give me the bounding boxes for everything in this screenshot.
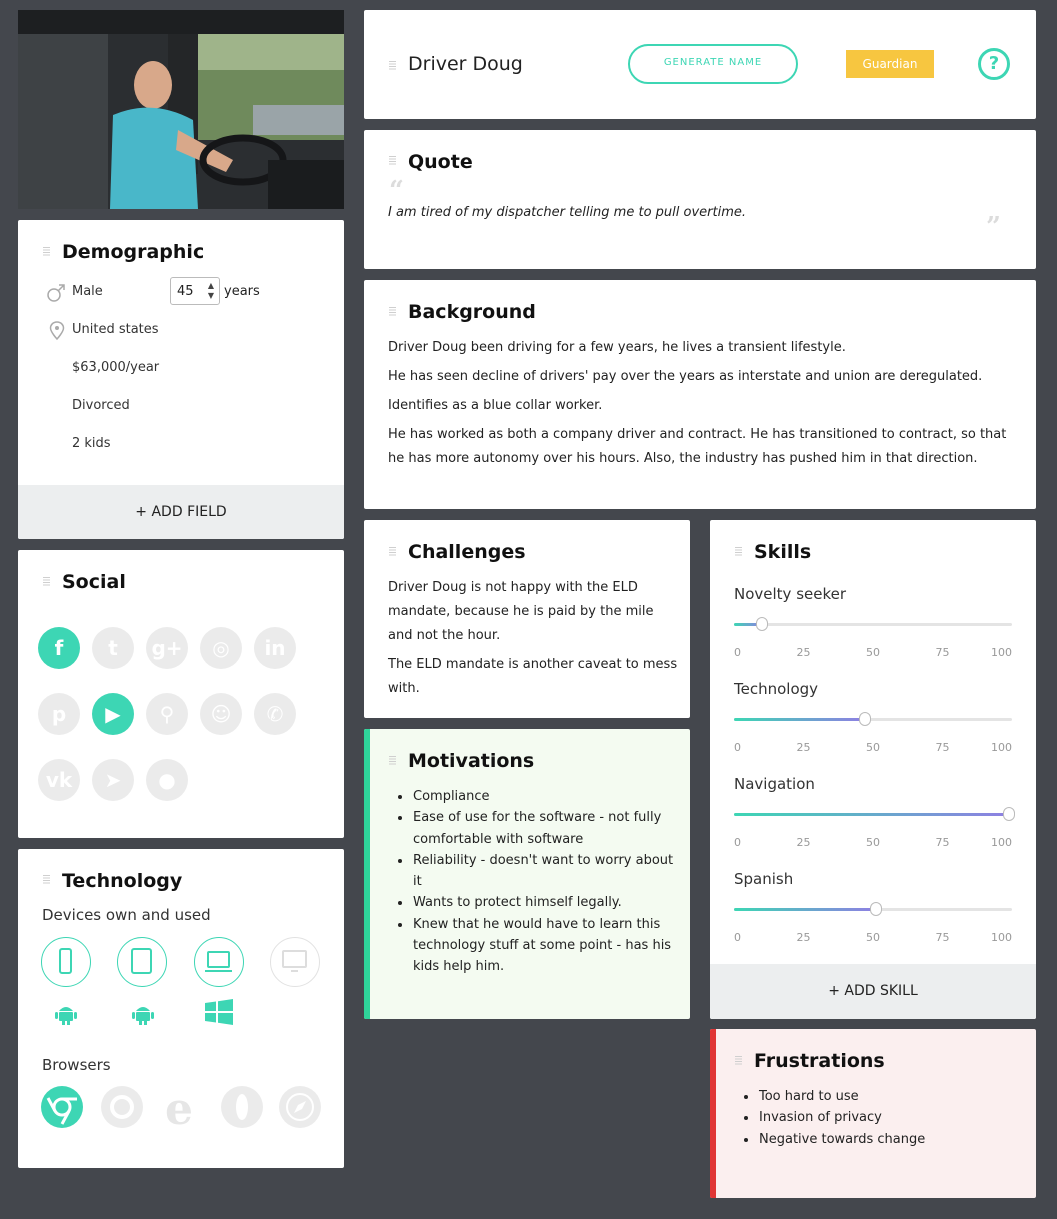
frustrations-card [710, 1029, 1036, 1198]
quote-text[interactable]: I am tired of my dispatcher telling me to pull overtime. [388, 205, 747, 220]
tablet-device-icon[interactable] [117, 937, 167, 987]
list-item: Invasion of privacy [734, 1107, 1024, 1128]
tick-label: 25 [796, 931, 811, 944]
snapchat-icon[interactable]: ☺ [200, 693, 242, 735]
svg-text:e: e [165, 1086, 193, 1128]
skill-label: Technology [734, 680, 819, 698]
add-skill-button[interactable]: + ADD SKILL [710, 964, 1036, 1019]
skill-slider-fill [734, 718, 865, 721]
skills-title: Skills [754, 541, 812, 563]
background-title: Background [408, 301, 536, 323]
laptop-device-icon[interactable] [194, 937, 244, 987]
background-paragraph: He has seen decline of drivers' pay over the years as interstate and union are deregulated. [388, 369, 983, 384]
skill-slider-handle[interactable] [756, 617, 768, 631]
tick-label: 50 [866, 836, 880, 849]
tick-label: 100 [991, 931, 1012, 944]
drag-handle-icon[interactable] [389, 547, 396, 556]
chrome-icon[interactable] [41, 1086, 83, 1128]
drag-handle-icon[interactable] [735, 547, 742, 556]
reddit-icon[interactable]: ● [146, 759, 188, 801]
skill-slider-handle[interactable] [870, 902, 882, 916]
vk-icon[interactable]: vk [38, 759, 80, 801]
background-paragraph: Driver Doug been driving for a few years, he lives a transient lifestyle. [388, 340, 846, 355]
twitter-icon[interactable]: t [92, 627, 134, 669]
skill-label: Spanish [734, 870, 794, 888]
google-plus-icon[interactable]: g+ [146, 627, 188, 669]
skill-label: Novelty seeker [734, 585, 847, 603]
list-item: Wants to protect himself legally. [388, 892, 678, 913]
motivations-card [364, 729, 690, 1019]
help-icon[interactable]: ? [978, 48, 1010, 80]
tick-label: 100 [991, 836, 1012, 849]
frustrations-title: Frustrations [754, 1050, 885, 1072]
tick-label: 0 [734, 646, 741, 659]
android-icon [130, 1000, 156, 1026]
demographic-title: Demographic [62, 241, 205, 263]
list-item: Negative towards change [734, 1129, 1024, 1150]
drag-handle-icon[interactable] [43, 577, 50, 586]
open-quote-icon: “ [389, 176, 404, 206]
tick-label: 100 [991, 646, 1012, 659]
tick-label: 75 [935, 931, 950, 944]
skill-slider-fill [734, 813, 1012, 816]
personality-badge[interactable]: Guardian [846, 50, 934, 78]
skill-slider[interactable] [734, 718, 1012, 721]
phone-device-icon[interactable] [41, 937, 91, 987]
skill-slider[interactable] [734, 623, 1012, 626]
technology-title: Technology [62, 870, 183, 892]
background-card [364, 280, 1036, 509]
tick-label: 75 [935, 646, 950, 659]
age-stepper[interactable] [170, 277, 220, 305]
linkedin-icon[interactable]: in [254, 627, 296, 669]
drag-handle-icon[interactable] [389, 156, 396, 165]
add-field-button[interactable]: + ADD FIELD [18, 485, 344, 539]
youtube-icon[interactable]: ▶ [92, 693, 134, 735]
tick-label: 50 [866, 741, 880, 754]
skill-slider[interactable] [734, 813, 1012, 816]
age-unit: years [224, 284, 260, 299]
firefox-icon[interactable] [101, 1086, 143, 1128]
drag-handle-icon[interactable] [43, 247, 50, 256]
background-paragraph: Identifies as a blue collar worker. [388, 398, 603, 413]
frustrations-list[interactable] [734, 1086, 1024, 1150]
list-item: Compliance [388, 786, 678, 807]
windows-icon [204, 999, 234, 1025]
close-quote-icon: ” [986, 212, 1001, 242]
social-title: Social [62, 571, 126, 593]
skill-slider[interactable] [734, 908, 1012, 911]
instagram-icon[interactable]: ◎ [200, 627, 242, 669]
internet-explorer-icon[interactable] [161, 1086, 203, 1128]
tick-label: 0 [734, 741, 741, 754]
background-text[interactable] [388, 336, 1018, 471]
stepper-arrows-icon[interactable]: ▲ ▼ [207, 281, 214, 300]
background-paragraph: He has worked as both a company driver and contract. He has transitioned to contract, so that he has more autonomy over his hours. Also, the industry has pushed him in that direction. [388, 427, 1007, 466]
foursquare-icon[interactable]: ⚲ [146, 693, 188, 735]
challenges-text[interactable] [388, 576, 678, 701]
quote-title: Quote [408, 151, 473, 173]
browsers-label: Browsers [42, 1056, 111, 1074]
demographic-card [18, 220, 344, 539]
skill-slider-handle[interactable] [859, 712, 871, 726]
tick-label: 25 [796, 646, 811, 659]
frustrations-accent-bar [710, 1029, 716, 1198]
kids-value[interactable]: 2 kids [72, 436, 111, 451]
challenges-paragraph: The ELD mandate is another caveat to mess with. [388, 657, 678, 696]
male-icon [45, 282, 67, 304]
location-pin-icon [49, 321, 65, 341]
persona-photo[interactable] [18, 10, 344, 209]
truck-driver-photo [18, 10, 344, 209]
list-item: Too hard to use [734, 1086, 1024, 1107]
tick-label: 75 [935, 741, 950, 754]
drag-handle-icon[interactable] [389, 307, 396, 316]
skill-label: Navigation [734, 775, 815, 793]
tick-label: 75 [935, 836, 950, 849]
challenges-title: Challenges [408, 541, 526, 563]
income-value[interactable]: $63,000/year [72, 360, 160, 375]
drag-handle-icon[interactable] [389, 61, 396, 70]
whatsapp-icon[interactable]: ✆ [254, 693, 296, 735]
desktop-device-icon[interactable] [270, 937, 320, 987]
motivations-list[interactable] [388, 786, 678, 978]
technology-card [18, 849, 344, 1168]
tick-label: 100 [991, 741, 1012, 754]
devices-label: Devices own and used [42, 906, 211, 924]
generate-name-button[interactable]: GENERATE NAME [628, 44, 798, 84]
skills-card [710, 520, 1036, 1019]
pinterest-icon[interactable]: p [38, 693, 80, 735]
tick-label: 25 [796, 741, 811, 754]
list-item: Knew that he would have to learn this technology stuff at some point - has his kids help him. [388, 914, 678, 978]
list-item: Reliability - doesn't want to worry about it [388, 850, 678, 893]
motivations-accent-bar [364, 729, 370, 1019]
gender-value[interactable]: Male [72, 284, 103, 299]
age-value: 45 [177, 284, 194, 299]
drag-handle-icon[interactable] [43, 875, 50, 884]
tick-label: 0 [734, 836, 741, 849]
android-icon [53, 1000, 79, 1026]
tick-label: 25 [796, 836, 811, 849]
safari-icon[interactable] [279, 1086, 321, 1128]
opera-icon[interactable] [221, 1086, 263, 1128]
list-item: Ease of use for the software - not fully comfortable with software [388, 807, 678, 850]
location-value[interactable]: United states [72, 322, 159, 337]
tick-label: 0 [734, 931, 741, 944]
skill-slider-fill [734, 908, 876, 911]
motivations-title: Motivations [408, 750, 535, 772]
drag-handle-icon[interactable] [735, 1056, 742, 1065]
challenges-card [364, 520, 690, 718]
persona-name[interactable]: Driver Doug [408, 53, 523, 75]
tick-label: 50 [866, 931, 880, 944]
telegram-icon[interactable]: ➤ [92, 759, 134, 801]
header-card [364, 10, 1036, 119]
social-card [18, 550, 344, 838]
tick-label: 50 [866, 646, 880, 659]
challenges-paragraph: Driver Doug is not happy with the ELD mandate, because he is paid by the mile and not the hour. [388, 580, 654, 643]
quote-card [364, 130, 1036, 269]
facebook-icon[interactable]: f [38, 627, 80, 669]
marital-status-value[interactable]: Divorced [72, 398, 130, 413]
drag-handle-icon[interactable] [389, 756, 396, 765]
skill-slider-handle[interactable] [1003, 807, 1015, 821]
